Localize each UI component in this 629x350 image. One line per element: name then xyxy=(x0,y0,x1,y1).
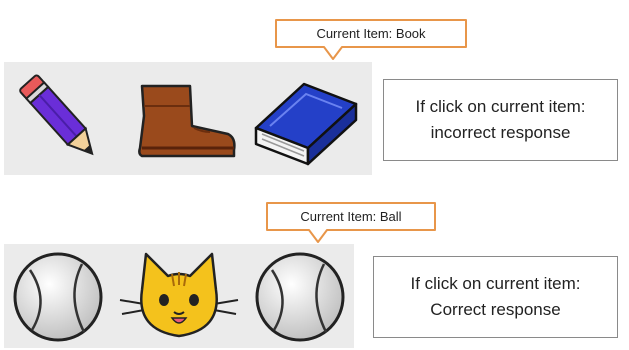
ball-icon[interactable] xyxy=(252,250,348,344)
current-item-label-1: Current Item: Book xyxy=(316,26,426,41)
response-result-2: Correct response xyxy=(430,300,561,319)
response-condition-2: If click on current item: xyxy=(410,274,581,293)
ball-icon[interactable] xyxy=(10,250,106,344)
cat-icon[interactable] xyxy=(116,248,242,346)
response-result-1: incorrect response xyxy=(430,123,571,142)
current-item-label-2: Current Item: Ball xyxy=(300,209,402,224)
response-box-2 xyxy=(373,256,618,338)
item-strip-2 xyxy=(4,244,354,348)
response-condition-1: If click on current item: xyxy=(415,97,586,116)
